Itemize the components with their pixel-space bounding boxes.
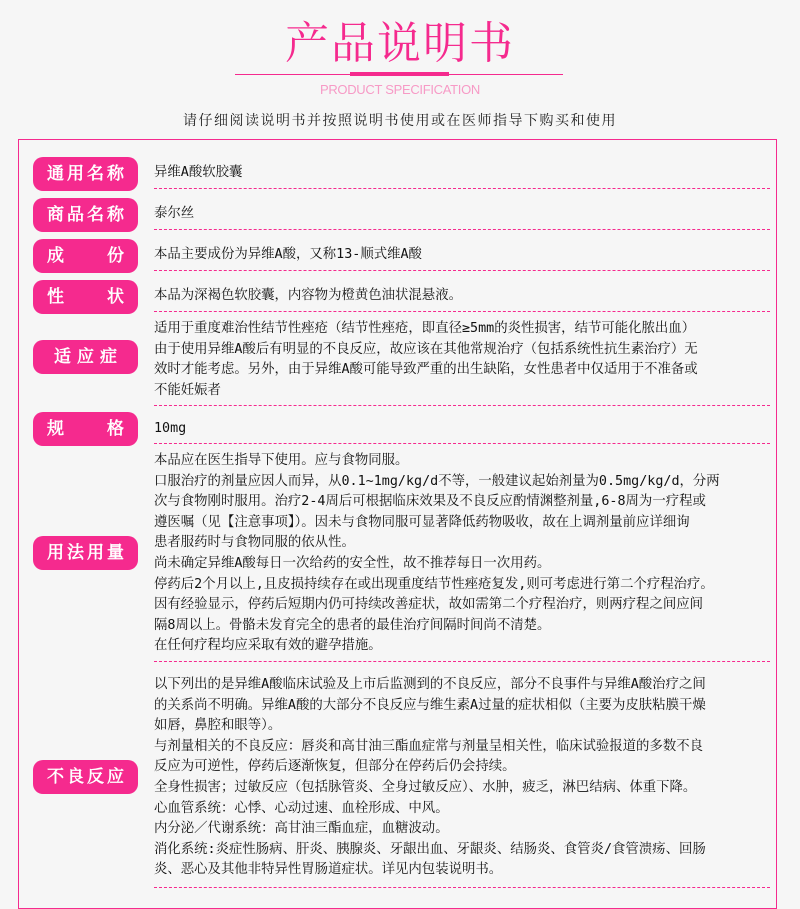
value-dosage	[154, 451, 774, 657]
dashed-divider	[154, 661, 770, 662]
dashed-divider	[154, 887, 770, 888]
content-line: 心血管系统：心悸、心动过速、血栓形成、中风。	[154, 800, 449, 816]
label-char: 状	[107, 287, 124, 307]
label-ingredients	[33, 239, 138, 273]
label-generic-name: 通用名称	[33, 157, 138, 191]
content-line: 不能妊娠者	[154, 382, 221, 398]
value-ingredients	[154, 245, 774, 266]
label-appearance	[33, 280, 138, 314]
content-line: 异维A酸软胶囊	[154, 165, 243, 180]
label-char: 成	[47, 246, 64, 266]
page-title: 产品说明书	[285, 18, 515, 69]
label-adverse-reactions: 不良反应	[33, 760, 138, 794]
label-char: 规	[47, 419, 64, 439]
usage-notice: 请仔细阅读说明书并按照说明书使用或在医师指导下购买和使用	[183, 113, 617, 129]
content-line: 口服治疗的剂量应因人而异，从0.1~1mg/kg/d不等，一般建议起始剂量为0.5mg/kg/d，分两	[154, 473, 720, 489]
content-line: 本品为深褐色软胶囊，内容物为橙黄色油状混悬液。	[154, 288, 462, 303]
content-line: 在任何疗程均应采取有效的避孕措施。	[154, 638, 382, 654]
title-divider-accent	[350, 72, 449, 76]
value-appearance	[154, 286, 774, 307]
dashed-divider	[154, 311, 770, 312]
content-line: 10mg	[154, 421, 187, 436]
content-line: 如唇，鼻腔和眼等）。	[154, 718, 282, 734]
content-line: 内分泌／代谢系统：高甘油三酯血症，血糖波动。	[154, 821, 449, 837]
label-brand-name: 商品名称	[33, 198, 138, 232]
content-line: 患者服药时与食物同服的依从性。	[154, 535, 355, 551]
dashed-divider	[154, 443, 770, 444]
english-subtitle: PRODUCT SPECIFICATION	[319, 82, 481, 97]
content-line: 炎、恶心及其他非特异性胃肠道症状。详见内包装说明书。	[154, 862, 503, 878]
value-specification	[154, 419, 774, 440]
value-indications	[154, 319, 774, 401]
value-brand-name	[154, 204, 774, 225]
content-line: 反应为可逆性，停药后逐渐恢复，但部分在停药后仍会持续。	[154, 759, 516, 775]
value-adverse-reactions	[154, 675, 774, 881]
content-line: 以下列出的是异维A酸临床试验及上市后监测到的不良反应，部分不良事件与异维A酸治疗之间	[154, 677, 706, 692]
content-line: 由于使用异维A酸后有明显的不良反应，故应该在其他常规治疗（包括系统性抗生素治疗）无	[154, 341, 698, 357]
dashed-divider	[154, 405, 770, 406]
label-dosage: 用法用量	[33, 536, 138, 570]
label-char: 格	[107, 419, 124, 439]
content-line: 与剂量相关的不良反应：唇炎和高甘油三酯血症常与剂量呈相关性，临床试验报道的多数不良	[154, 738, 704, 754]
content-line: 隔8周以上。骨骼未发育完全的患者的最佳治疗间隔时间尚不清楚。	[154, 617, 551, 633]
content-line: 次与食物刚时服用。治疗2-4周后可根据临床效果及不良反应酌情渊整剂量,6-8周为一疗程或	[154, 494, 706, 510]
content-line: 停药后2个月以上,且皮损持续存在或出现重度结节性痤疮复发,则可考虑进行第二个疗程治疗。	[154, 576, 714, 592]
content-line: 消化系统:炎症性肠病、肝炎、胰腺炎、牙龈出血、牙龈炎、结肠炎、食管炎/食管溃疡、回肠	[154, 841, 706, 857]
label-indications: 适应症	[33, 340, 138, 374]
label-specification	[33, 412, 138, 446]
content-line: 因有经验显示，停药后短期内仍可持续改善症状，故如需第二个疗程治疗，则两疗程之间应间	[154, 597, 704, 613]
content-line: 全身性损害；过敏反应（包括脉管炎、全身过敏反应）、水肿，疲乏，淋巴结病、体重下降。	[154, 779, 697, 795]
content-line: 本品主要成份为异维A酸，又称13-顺式维A酸	[154, 247, 422, 262]
content-line: 适用于重度难治性结节性痤疮（结节性痤疮，即直径≥5mm的炎性损害，结节可能化脓出血）	[154, 321, 696, 336]
content-line: 遵医嘱（见【注意事项】）。因未与食物同服可显著降低药物吸收，故在上调剂量前应详细询	[154, 514, 690, 530]
dashed-divider	[154, 229, 770, 230]
content-line: 泰尔丝	[154, 206, 195, 221]
label-char: 份	[107, 246, 124, 266]
label-char: 性	[47, 287, 64, 307]
value-generic-name	[154, 163, 774, 184]
content-line: 本品应在医生指导下使用。应与食物同服。	[154, 453, 409, 468]
content-line: 的关系尚不明确。异维A酸的大部分不良反应与维生素A过量的症状相似（主要为皮肤粘膜干燥	[154, 697, 706, 713]
content-line: 尚未确定异维A酸每日一次给药的安全性，故不推荐每日一次用药。	[154, 555, 551, 571]
dashed-divider	[154, 270, 770, 271]
dashed-divider	[154, 188, 770, 189]
content-line: 效时才能考虑。另外，由于异维A酸可能导致严重的出生缺陷，女性患者中仅适用于不准备或	[154, 362, 698, 378]
